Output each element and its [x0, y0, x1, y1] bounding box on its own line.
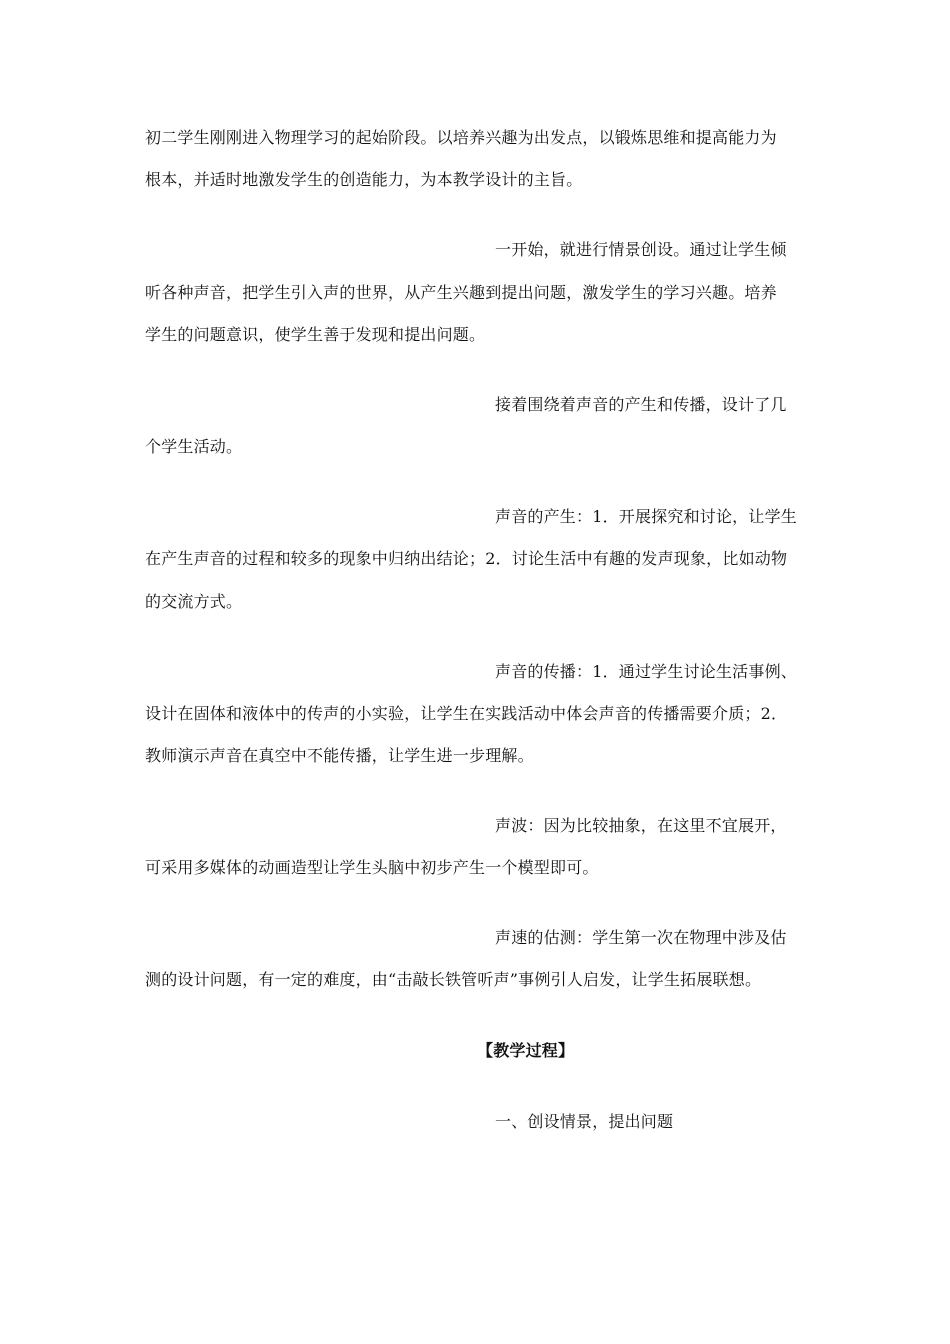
paragraph-3-line-2: 个学生活动。 [145, 437, 243, 456]
paragraph-5-line-1: 声音的传播：1．通过学生讨论生活事例、 [495, 662, 797, 681]
paragraph-2-line-1: 一开始，就进行情景创设。通过让学生倾 [495, 240, 787, 259]
paragraph-2-line-3: 学生的问题意识，使学生善于发现和提出问题。 [145, 325, 486, 344]
paragraph-7-line-1: 声速的估测：学生第一次在物理中涉及估 [495, 928, 787, 947]
paragraph-3-line-1: 接着围绕着声音的产生和传播，设计了几 [495, 395, 787, 414]
paragraph-6-line-1: 声波：因为比较抽象，在这里不宜展开， [495, 816, 787, 835]
paragraph-4-line-2: 在产生声音的过程和较多的现象中归纳出结论；2．讨论生活中有趣的发声现象，比如动物 [145, 549, 788, 568]
paragraph-7-line-2: 测的设计问题，有一定的难度，由“击敲长铁管听声”事例引人启发，让学生拓展联想。 [145, 970, 762, 989]
paragraph-5-line-3: 教师演示声音在真空中不能传播，让学生进一步理解。 [145, 746, 534, 765]
paragraph-1-line-2: 根本，并适时地激发学生的创造能力，为本教学设计的主旨。 [145, 170, 583, 189]
paragraph-5-line-2: 设计在固体和液体中的传声的小实验，让学生在实践活动中体会声音的传播需要介质；2． [145, 704, 788, 723]
paragraph-1-line-1: 初二学生刚刚进入物理学习的起始阶段。以培养兴趣为出发点，以锻炼思维和提高能力为 [145, 128, 777, 147]
paragraph-4-line-3: 的交流方式。 [145, 592, 243, 611]
section-heading: 【教学过程】 [477, 1041, 575, 1060]
subsection-heading: 一、创设情景，提出问题 [495, 1112, 674, 1131]
paragraph-2-line-2: 听各种声音，把学生引入声的世界，从产生兴趣到提出问题，激发学生的学习兴趣。培养 [145, 283, 777, 302]
paragraph-4-line-1: 声音的产生：1．开展探究和讨论，让学生 [495, 507, 797, 526]
paragraph-6-line-2: 可采用多媒体的动画造型让学生头脑中初步产生一个模型即可。 [145, 858, 599, 877]
